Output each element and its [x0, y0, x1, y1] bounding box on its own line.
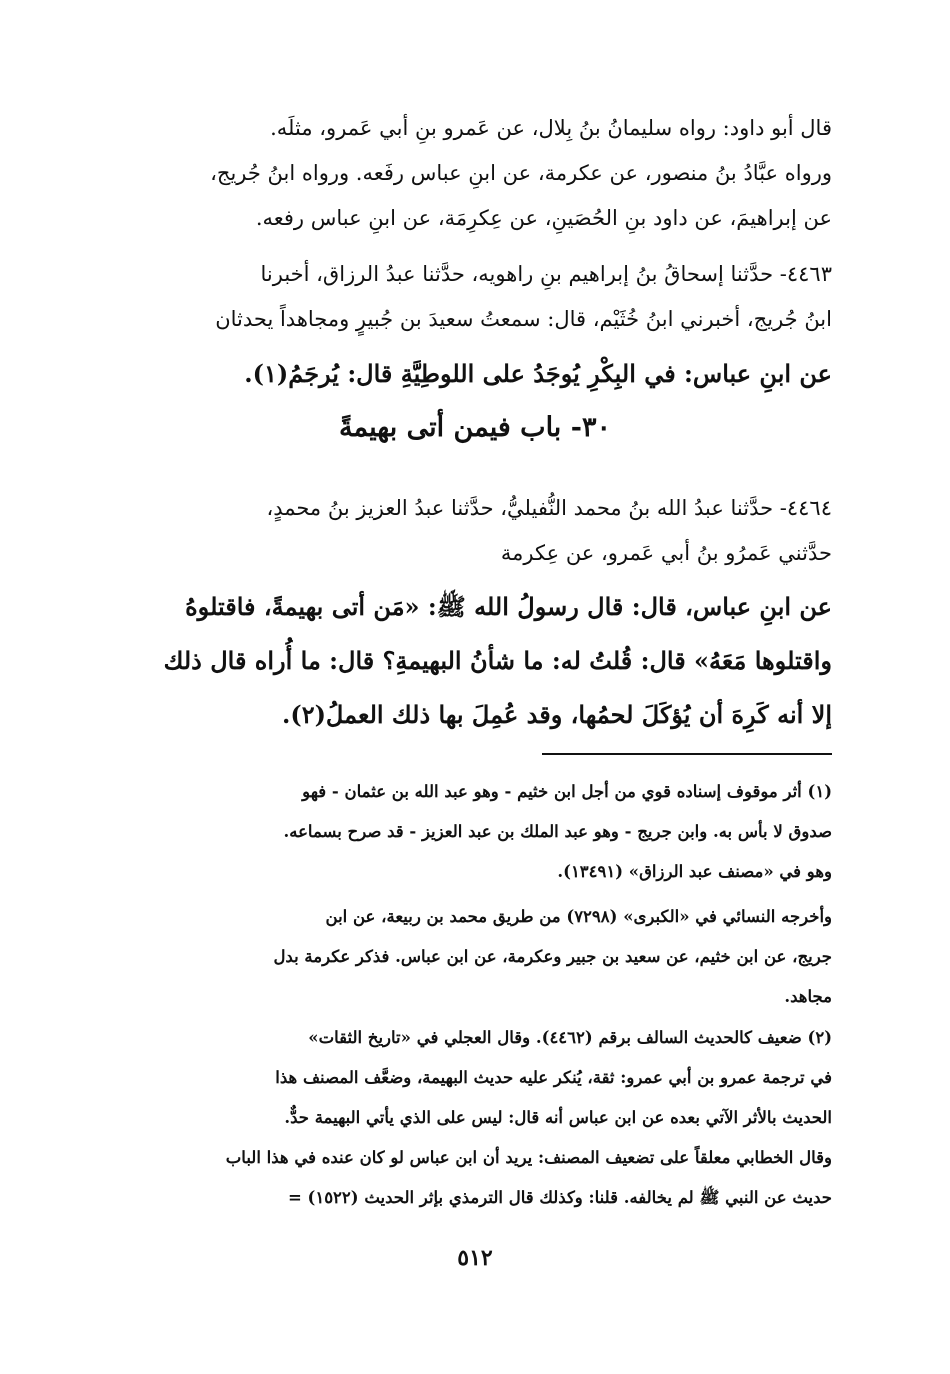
text-line: عن ابنِ عباس، قال: قال رسولُ الله ﷺ: «مَن أتى بهيمةً، فاقتلوهُ: [185, 592, 832, 621]
hadith-4463-text: [118, 347, 832, 401]
footnote-line: الحديث بالأثر الآتي بعده عن ابن عباس أنه قال: ليس على الذي يأتي البهيمة حدٌّ.: [284, 1108, 832, 1127]
footnote-line: وقال الخطابي معلقاً على تضعيف المصنف: يريد أن ابن عباس لو كان عنده في هذا الباب: [225, 1148, 832, 1167]
footnote-1-continued: [118, 897, 832, 1017]
text-line: عن ابنِ عباس: في البِكْرِ يُوجَدُ على اللوطِيَّةِ قال: يُرجَمُ(١).: [244, 359, 832, 388]
text-line: قال أبو داود: رواه سليمانُ بنُ بِلال، عن عَمرو بنِ أبي عَمرو، مثلَه.: [270, 116, 832, 140]
footnote-line: حديث عن النبي ﷺ لم يخالفه. قلنا: وكذلك قال الترمذي بإثر الحديث (١٥٢٢) =: [287, 1188, 832, 1207]
chapter-title: ٣٠- باب فيمن أتى بهيمةً: [339, 412, 611, 443]
footnote-line: جريج، عن ابن خثيم، عن سعيد بن جبير وعكرمة، عن ابن عباس. فذكر عكرمة بدل: [273, 947, 832, 966]
text-line: عن إبراهيمَ، عن داود بنِ الحُصَينِ، عن عِكرِمَة، عن ابنِ عباس رفعه.: [255, 206, 832, 230]
text-line: واقتلوها مَعَهُ» قال: قُلتُ له: ما شأنُ البهيمةِ؟ قال: ما أُراه قال ذلك: [163, 646, 832, 675]
hadith-4464-chain: [118, 486, 832, 576]
footnote-line: في ترجمة عمرو بن أبي عمرو: ثقة، يُنكر عليه حديث البهيمة، وضعَّف المصنف هذا: [275, 1068, 832, 1087]
footnote-line: صدوق لا بأس به. وابن جريج - وهو عبد الملك بن عبد العزيز - قد صرح بسماعه.: [283, 822, 832, 841]
footnote-line: (١) أثر موقوف إسناده قوي من أجل ابن خثيم - وهو عبد الله بن عثمان - فهو: [302, 782, 832, 801]
hadith-4464-text: [118, 580, 832, 742]
footnote-line: وهو في «مصنف عبد الرزاق» (١٣٤٩١).: [557, 862, 832, 881]
footnote-line: (٢) ضعيف كالحديث السالف برقم (٤٤٦٢). وقال العجلي في «تاريخ الثقات»: [308, 1028, 832, 1047]
text-line: ورواه عبَّادُ بنُ منصور، عن عكرمة، عن ابنِ عباس رفَعه. ورواه ابنُ جُريج،: [210, 161, 832, 185]
hadith-4463-chain: [118, 252, 832, 342]
footnote-line: وأخرجه النسائي في «الكبرى» (٧٢٩٨) من طريق محمد بن ربيعة، عن ابن: [325, 907, 832, 926]
text-line: ٤٤٦٣- حدَّثنا إسحاقُ بنُ إبراهيم بنِ راهويه، حدَّثنا عبدُ الرزاق، أخبرنا: [260, 262, 832, 286]
text-line: حدَّثني عَمرُو بنُ أبي عَمرو، عن عِكرمة: [500, 541, 832, 565]
footnote-line: مجاهد.: [784, 987, 832, 1006]
text-line: ٤٤٦٤- حدَّثنا عبدُ الله بنُ محمد النُّفيليُّ، حدَّثنا عبدُ العزيز بنُ محمدٍ،: [266, 496, 832, 520]
paragraph-abu-dawud-note: [118, 106, 832, 241]
page-number: ٥١٢: [457, 1245, 493, 1271]
footnote-2: [118, 1018, 832, 1218]
text-line: ابنُ جُريج، أخبرني ابنُ خُثَيْم، قال: سمعتُ سعيدَ بن جُبيرٍ ومجاهداً يحدثان: [215, 307, 832, 331]
footnote-separator: [542, 753, 832, 755]
text-line: إلا أنه كَرِهَ أن يُؤكَلَ لحمُها، وقد عُمِلَ بها ذلك العملُ(٢).: [281, 700, 832, 729]
footnote-1: [118, 772, 832, 892]
